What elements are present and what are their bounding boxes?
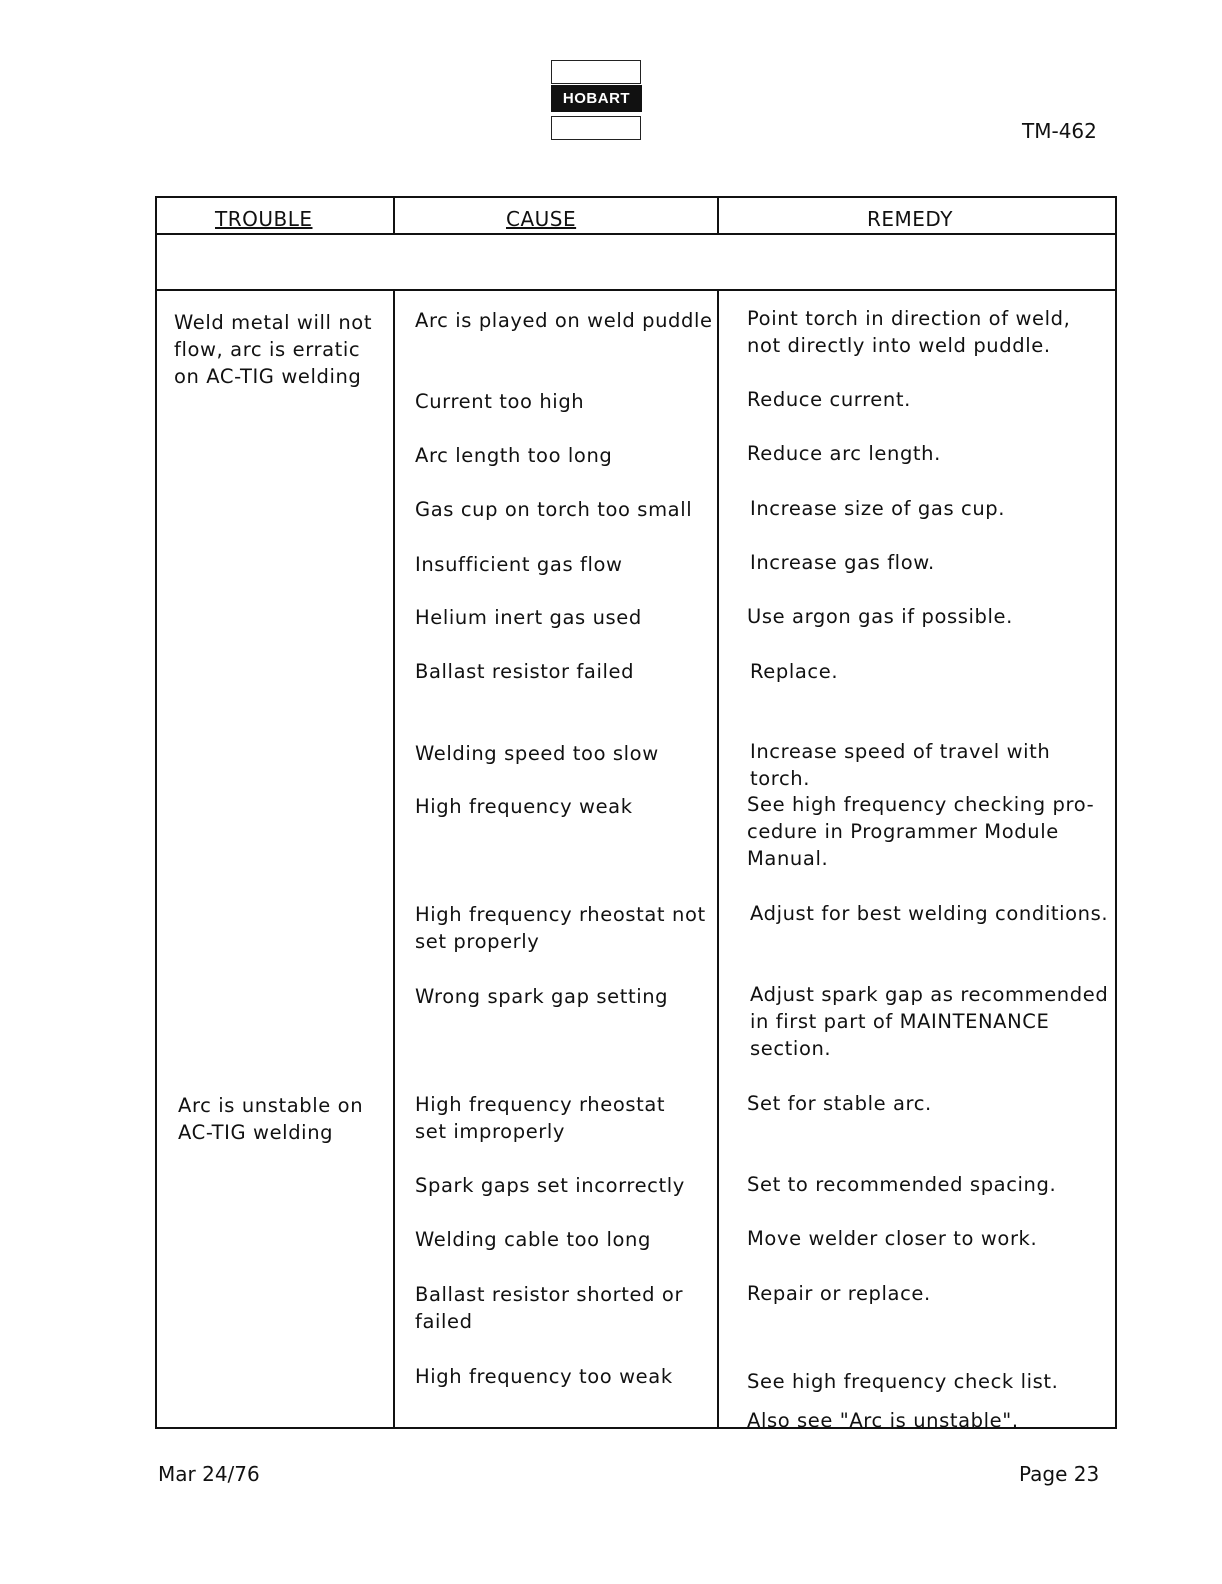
- blank-band: [157, 235, 1115, 289]
- remedy-item: Point torch in direction of weld, not directly into weld puddle.: [747, 307, 1071, 357]
- cause-item: Arc is played on weld puddle: [415, 309, 713, 332]
- footer-date: Mar 24/76: [158, 1462, 260, 1486]
- document-id: TM-462: [1022, 119, 1097, 143]
- cause-item: Ballast resistor failed: [415, 660, 635, 683]
- cause-item: Gas cup on torch too small: [415, 498, 693, 521]
- column-divider-2: [717, 198, 719, 1427]
- blank-band-divider: [157, 289, 1115, 291]
- header-remedy: REMEDY: [867, 207, 953, 231]
- remedy-item: Adjust spark gap as recommended in first part of MAINTENANCE section.: [750, 983, 1109, 1060]
- remedy-item: Use argon gas if possible.: [747, 605, 1013, 628]
- header-cause: CAUSE: [506, 207, 577, 231]
- cause-item: Welding cable too long: [415, 1228, 651, 1251]
- footer-page-number: Page 23: [1019, 1462, 1100, 1486]
- remedy-item: Replace.: [750, 660, 839, 683]
- cause-item: High frequency rheostat set improperly: [415, 1093, 666, 1143]
- logo-top-box: [551, 60, 641, 84]
- cause-item: Helium inert gas used: [415, 606, 642, 629]
- remedy-item: See high frequency check list. Also see "Arc is unstable".: [747, 1370, 1059, 1432]
- troubleshooting-table: [155, 196, 1117, 1432]
- cause-item: Wrong spark gap setting: [415, 985, 669, 1008]
- trouble-item: Weld metal will not flow, arc is erratic on AC-TIG welding: [174, 311, 373, 388]
- cause-item: Ballast resistor shorted or failed: [415, 1283, 684, 1333]
- logo-band: HOBART: [551, 85, 642, 112]
- hobart-logo: [551, 60, 641, 138]
- remedy-item: Adjust for best welding conditions.: [750, 902, 1109, 925]
- remedy-item: Repair or replace.: [747, 1282, 931, 1305]
- cause-item: High frequency rheostat not set properly: [415, 903, 706, 953]
- cause-item: Spark gaps set incorrectly: [415, 1174, 685, 1197]
- cause-item: Welding speed too slow: [415, 742, 659, 765]
- column-divider-1: [393, 198, 395, 1427]
- remedy-item: Increase speed of travel with torch.: [750, 740, 1051, 790]
- remedy-item: Reduce arc length.: [747, 442, 941, 465]
- cause-item: High frequency too weak: [415, 1365, 673, 1388]
- cause-item: High frequency weak: [415, 795, 633, 818]
- cause-item: Current too high: [415, 390, 585, 413]
- remedy-item: Reduce current.: [747, 388, 911, 411]
- remedy-item: Increase gas flow.: [750, 551, 935, 574]
- remedy-item: Move welder closer to work.: [747, 1227, 1038, 1250]
- cause-item: Arc length too long: [415, 444, 613, 467]
- trouble-item: Arc is unstable on AC-TIG welding: [178, 1094, 364, 1144]
- remedy-item: See high frequency checking pro- cedure in Programmer Module Manual.: [747, 793, 1095, 870]
- logo-bottom-box: [551, 116, 641, 140]
- remedy-item: Increase size of gas cup.: [750, 497, 1006, 520]
- remedy-item: Set to recommended spacing.: [747, 1173, 1057, 1196]
- header-trouble: TROUBLE: [215, 207, 313, 231]
- cause-item: Insufficient gas flow: [415, 553, 623, 576]
- remedy-item: Set for stable arc.: [747, 1092, 932, 1115]
